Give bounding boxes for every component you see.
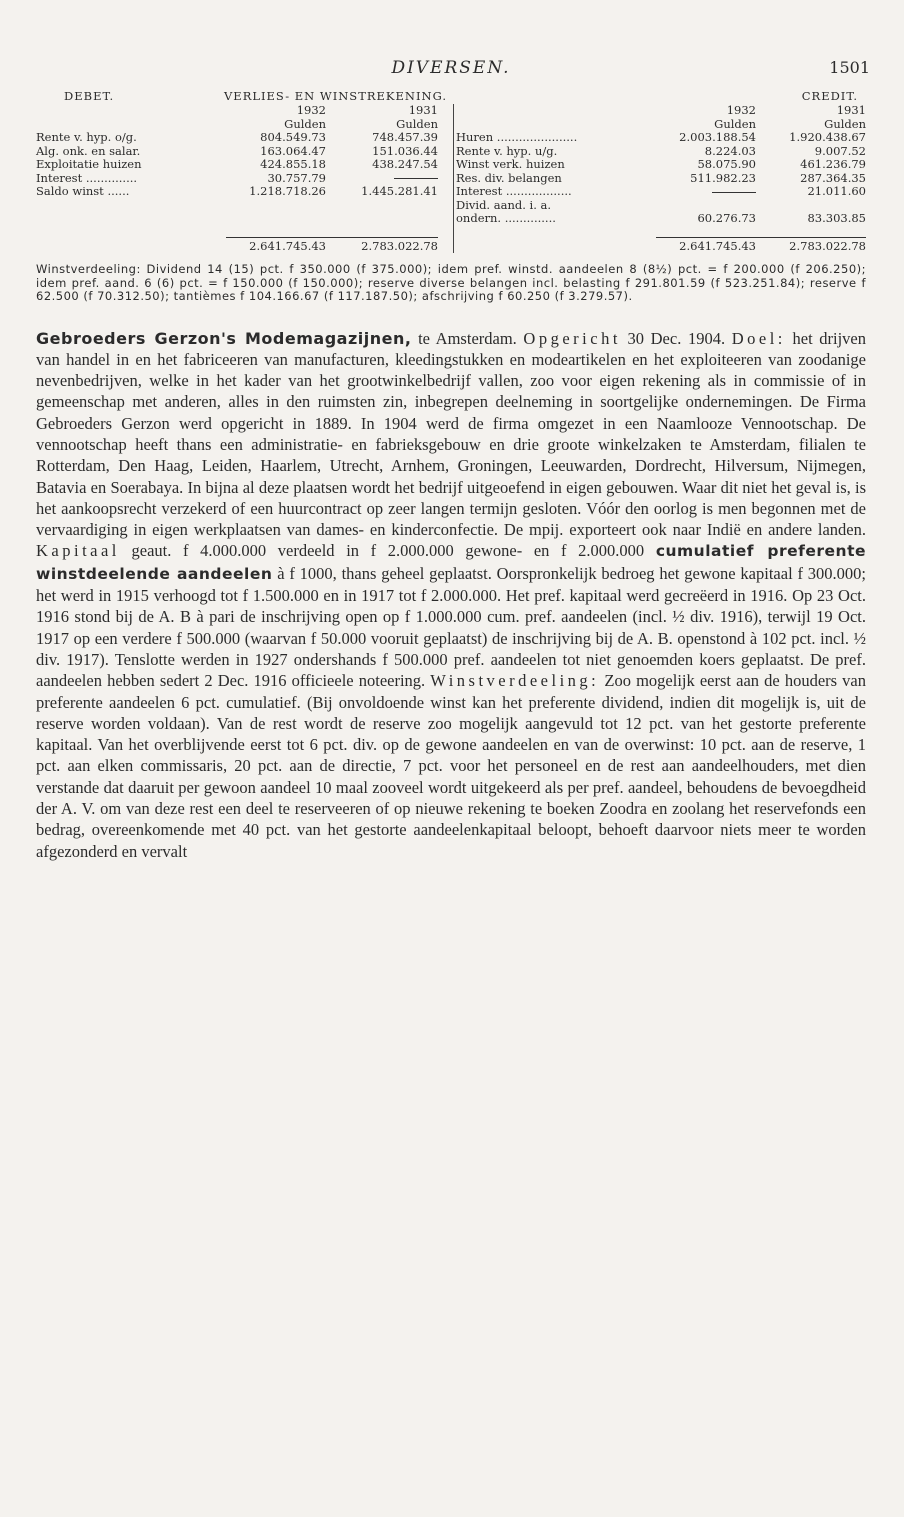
row-label: Winst verk. huizen bbox=[456, 157, 565, 171]
account-title: VERLIES- EN WINSTREKENING. bbox=[224, 89, 447, 103]
debit-currency-1932: Gulden bbox=[284, 116, 326, 131]
credit-row bbox=[456, 185, 866, 199]
row-label: ondern. .............. bbox=[456, 211, 556, 225]
row-value-1932: 60.276.73 bbox=[697, 211, 756, 225]
row-value-1931: 748.457.39 bbox=[372, 130, 438, 144]
row-value-1932: 804.549.73 bbox=[260, 130, 326, 144]
debit-row bbox=[36, 172, 453, 186]
row-label: Interest .................. bbox=[456, 184, 572, 198]
kapitaal-label: Kapitaal bbox=[36, 541, 120, 561]
row-label: Huren ...................... bbox=[456, 130, 578, 144]
row-value-1931: 9.007.52 bbox=[814, 143, 866, 158]
credit-side bbox=[453, 104, 866, 253]
debit-year-1932: 1932 bbox=[296, 103, 326, 117]
credit-total-rule bbox=[456, 226, 866, 238]
row-value-1931: 461.236.79 bbox=[800, 157, 866, 171]
row-value-1931: 151.036.44 bbox=[372, 143, 438, 158]
row-value-1932: 30.757.79 bbox=[267, 170, 326, 185]
row-value-1932: 2.003.188.54 bbox=[679, 130, 756, 144]
row-label: Alg. onk. en salar. bbox=[36, 143, 141, 158]
running-title: DIVERSEN. bbox=[391, 58, 511, 78]
row-label: Rente v. hyp. u/g. bbox=[456, 143, 558, 158]
debit-total-rule bbox=[36, 226, 453, 238]
debit-currency-1931: Gulden bbox=[396, 116, 438, 131]
row-value-1932: 8.224.03 bbox=[704, 143, 756, 158]
doel-label: Doel: bbox=[731, 328, 786, 348]
company-description: Gebroeders Gerzon's Modemagazijnen, te Amsterdam. Opgericht 30 Dec. 1904. Doel: het drijven van handel in en het fabriceeren van manufacturen, kleedingstukken en modeartikelen en het exploiteeren van zoodanige nevenbedrijven, welke in het kader van het grootwinkelbedrijf vallen, zoo voor eigen rekening als in commissie of in gemeenschap met anderen, alles in den ruimsten zin, inbegrepen deelneming in soortgelijke ondernemingen. De Firma Gebroeders Gerzon werd opgericht in 1889. In 1904 werd de firma omgezet in een Naamlooze Vennootschap. De vennootschap heeft thans een administratie- en fabrieksgebouw en drie groote winkelzaken te Amsterdam, filialen te Rotterdam, Den Haag, Leiden, Haarlem, Utrecht, Arnhem, Groningen, Leeuwarden, Dordrecht, Hilversum, Nijmegen, Batavia en Soerabaya. In bijna al deze plaatsen wordt het bedrijf uitgeoefend in eigen gebouwen. Waar dit niet het geval is, is het aankoopsrecht verzekerd of een huurcontract op zeer langen termijn gesloten. Vóór den oorlog is men begonnen met de vervaardiging in eigen werkplaatsen van dames- en kinderconfectie. De mpij. exporteert ook naar Indië en andere landen. Kapitaal geaut. f 4.000.000 verdeeld in f 2.000.000 gewone- en f 2.000.000 cumulatief preferente winstdeelende aandeelen à f 1000, thans geheel geplaatst. Oorspronkelijk bedroeg het gewone kapitaal f 300.000; het werd in 1915 verhoogd tot f 1.500.000 en in 1917 tot f 2.000.000. Het pref. kapitaal werd gecreëerd in 1916. Op 23 Oct. 1916 stond bij de A. B à pari de inschrijving open op f 1.000.000 cum. pref. aandeelen (incl. ½ div. 1916), terwijl 19 Oct. 1917 op een verdere f 500.000 (waarvan f 50.000 vooruit geplaatst) de inschrijving bij de A. B. openstond à 102 pct. incl. ½ div. 1917). Tenslotte werden in 1927 ondershands f 500.000 pref. aandeelen tot niet genoemden koers geplaatst. De pref. aandeelen hebben sedert 2 Dec. 1916 officieele noteering. Winstverdeeling: Zoo mogelijk eerst aan de houders van preferente aandeelen 6 pct. cumulatief. (Bij onvoldoende winst kan het preferente dividend, indien dit mogelijk is, uit de reserve worden voldaan). Van de rest wordt de reserve zoo mogelijk aangevuld tot 12 pct. van het gestorte preferente kapitaal. Van het overblijvende eerst tot 6 pct. div. op de gewone aandeelen en van de overwinst: 10 pct. aan de reserve, 1 pct. aan elken commissaris, 20 pct. aan de directie, 7 pct. voor het personeel en de rest aan aandeelhouders, met dien verstande dat daaruit per gewoon aandeel 10 maal zooveel wordt uitgekeerd als per pref. aandeel, behoudens de bevoegdheid der A. V. om van deze rest een deel te reserveeren of op nieuwe rekening te boeken Zoodra en zoolang het reservefonds een bedrag, overeenkomende met 40 pct. van het gestorte aandeelenkapitaal beloopt, behoeft daarvoor niets meer te worden afgezonderd en vervalt bbox=[36, 328, 867, 861]
document-page bbox=[36, 0, 870, 878]
credit-row bbox=[456, 158, 866, 172]
profit-appropriation: Winstverdeeling: Dividend 14 (15) pct. f 350.000 (f 375.000); idem pref. winstd. aandeelen 8 (8½) pct. = f 200.000 (f 206.250); idem pref. aand. 6 (6) pct. = f 150.000 (f 150.000); reserve diverse belangen incl. belasting f 291.801.59 (f 523.251.84); reserve f 62.500 (f 70.312.50); tantièmes f 104.166.67 (f 117.187.50); afschrijving f 60.250 (f 3.279.57). bbox=[36, 262, 866, 303]
row-label: Res. div. belangen bbox=[456, 170, 562, 185]
row-value-1932: 58.075.90 bbox=[697, 157, 756, 171]
row-value-1932: 424.855.18 bbox=[260, 157, 326, 171]
opgericht-label: Opgericht bbox=[523, 328, 621, 348]
credit-row bbox=[456, 212, 866, 226]
debit-year-header bbox=[36, 104, 453, 118]
debit-row bbox=[36, 185, 453, 199]
credit-year-1931: 1931 bbox=[836, 103, 866, 117]
row-value-1932 bbox=[656, 185, 756, 199]
credit-currency-1932: Gulden bbox=[714, 116, 756, 131]
credit-total-row bbox=[456, 240, 866, 254]
debit-total-1932: 2.641.745.43 bbox=[249, 238, 326, 253]
credit-label: CREDIT. bbox=[801, 89, 858, 103]
row-label: Saldo winst ...... bbox=[36, 184, 130, 198]
credit-row bbox=[456, 172, 866, 186]
row-value-1931: 1.445.281.41 bbox=[361, 184, 438, 198]
row-value-1932: 163.064.47 bbox=[260, 143, 326, 158]
row-label: Divid. aand. i. a. bbox=[456, 197, 552, 212]
debit-row bbox=[36, 145, 453, 159]
profit-loss-account bbox=[36, 90, 866, 304]
debit-currency-header bbox=[36, 118, 453, 132]
credit-total-1931: 2.783.022.78 bbox=[789, 238, 866, 253]
row-value-1931: 1.920.438.67 bbox=[789, 130, 866, 144]
debit-row bbox=[36, 131, 453, 145]
debit-total-row bbox=[36, 240, 453, 254]
row-value-1932: 511.982.23 bbox=[690, 170, 756, 185]
empty-dash bbox=[712, 192, 756, 193]
share-class: cumulatief preferente winstdeelende aandeelen bbox=[36, 542, 866, 583]
credit-year-1932: 1932 bbox=[726, 103, 756, 117]
debit-row bbox=[36, 158, 453, 172]
row-value-1931: 287.364.35 bbox=[800, 170, 866, 185]
credit-row bbox=[456, 145, 866, 159]
debit-total-1931: 2.783.022.78 bbox=[361, 238, 438, 253]
account-header bbox=[36, 90, 866, 104]
credit-row bbox=[456, 131, 866, 145]
row-value-1931 bbox=[326, 172, 438, 186]
account-columns bbox=[36, 104, 866, 253]
debet-label: DEBET. bbox=[64, 89, 115, 103]
row-label: Exploitatie huizen bbox=[36, 157, 142, 171]
row-label: Rente v. hyp. o/g. bbox=[36, 130, 137, 144]
row-value-1932: 1.218.718.26 bbox=[249, 184, 326, 198]
debit-year-1931: 1931 bbox=[408, 103, 438, 117]
company-name: Gebroeders Gerzon's Modemagazijnen, bbox=[36, 328, 412, 348]
row-value-1931: 83.303.85 bbox=[807, 211, 866, 225]
row-value-1931: 21.011.60 bbox=[807, 184, 866, 198]
credit-total-1932: 2.641.745.43 bbox=[679, 238, 756, 253]
row-value-1931: 438.247.54 bbox=[372, 157, 438, 171]
row-label: Interest .............. bbox=[36, 170, 138, 185]
page-number: 1501 bbox=[829, 58, 870, 77]
winstverdeeling-label: Winstverdeeling: bbox=[430, 671, 600, 691]
credit-currency-header bbox=[456, 118, 866, 132]
credit-currency-1931: Gulden bbox=[824, 116, 866, 131]
running-header bbox=[36, 0, 870, 90]
empty-dash bbox=[394, 178, 438, 179]
credit-year-header bbox=[456, 104, 866, 118]
debit-side bbox=[36, 104, 453, 253]
credit-row bbox=[456, 199, 866, 213]
